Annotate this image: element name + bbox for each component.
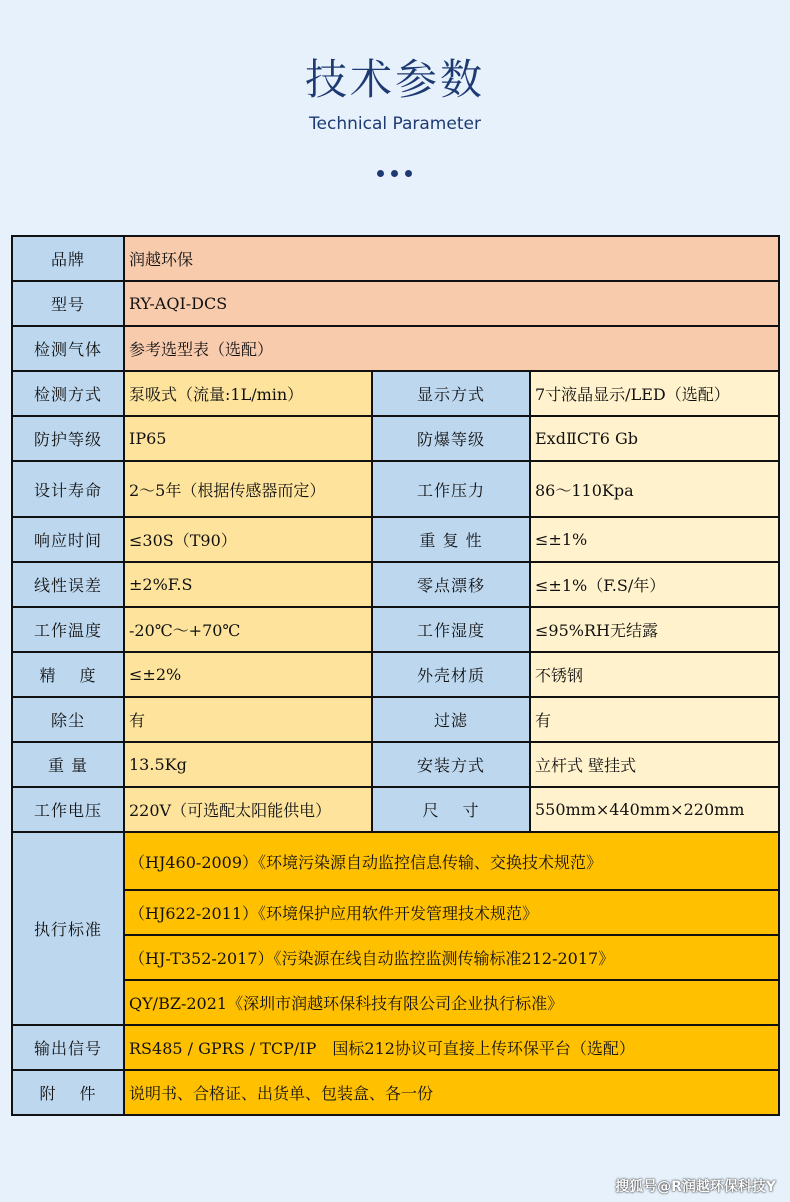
row-value: 参考选型表（选配） — [124, 326, 779, 371]
table-row — [12, 281, 779, 326]
row-value: -20℃～+70℃ — [124, 607, 372, 652]
dot-icon — [405, 170, 412, 177]
dot-icon — [391, 170, 398, 177]
table-row — [12, 461, 779, 517]
row-value: ≤±1%（F.S/年） — [530, 562, 779, 607]
row-label: 工作压力 — [372, 461, 530, 517]
watermark: 搜狐号@R润越环保科技Y — [615, 1179, 776, 1195]
row-value: 2～5年（根据传感器而定） — [124, 461, 372, 517]
row-value: 泵吸式（流量:1L/min） — [124, 371, 372, 416]
row-value: ±2%F.S — [124, 562, 372, 607]
row-label: 外壳材质 — [372, 652, 530, 697]
row-label: 工作湿度 — [372, 607, 530, 652]
row-label: 防爆等级 — [372, 416, 530, 461]
standard-item: （HJ622-2011）《环境保护应用软件开发管理技术规范》 — [124, 890, 779, 935]
table-row — [12, 236, 779, 281]
table-row — [12, 607, 779, 652]
table-row — [12, 1025, 779, 1070]
row-label: 工作温度 — [12, 607, 124, 652]
row-label: 工作电压 — [12, 787, 124, 832]
row-value: 有 — [530, 697, 779, 742]
row-label: 输出信号 — [12, 1025, 124, 1070]
table-row — [12, 890, 779, 935]
row-value: RS485 / GPRS / TCP/IP 国标212协议可直接上传环保平台（选配） — [124, 1025, 779, 1070]
row-label: 过滤 — [372, 697, 530, 742]
row-label: 线性误差 — [12, 562, 124, 607]
table-row — [12, 980, 779, 1025]
row-label: 检测方式 — [12, 371, 124, 416]
row-value: 86～110Kpa — [530, 461, 779, 517]
row-label: 检测气体 — [12, 326, 124, 371]
dots-decoration — [377, 170, 417, 178]
row-value: ≤±1% — [530, 517, 779, 562]
row-value: 润越环保 — [124, 236, 779, 281]
row-value: ≤30S（T90） — [124, 517, 372, 562]
row-label: 响应时间 — [12, 517, 124, 562]
row-label: 品牌 — [12, 236, 124, 281]
standards-label: 执行标准 — [12, 832, 124, 1025]
table-row — [12, 787, 779, 832]
row-value: IP65 — [124, 416, 372, 461]
row-label: 重 量 — [12, 742, 124, 787]
row-value: 7寸液晶显示/LED（选配） — [530, 371, 779, 416]
row-label: 重 复 性 — [372, 517, 530, 562]
table-row — [12, 371, 779, 416]
row-value: 有 — [124, 697, 372, 742]
row-value: 立杆式 壁挂式 — [530, 742, 779, 787]
row-label: 尺 寸 — [372, 787, 530, 832]
row-value: 说明书、合格证、出货单、包装盒、各一份 — [124, 1070, 779, 1115]
table-row — [12, 326, 779, 371]
row-value: 13.5Kg — [124, 742, 372, 787]
row-value: RY-AQI-DCS — [124, 281, 779, 326]
table-row — [12, 832, 779, 890]
spec-table — [11, 235, 780, 1116]
row-label: 除尘 — [12, 697, 124, 742]
row-label: 型号 — [12, 281, 124, 326]
table-row — [12, 1070, 779, 1115]
row-label: 精 度 — [12, 652, 124, 697]
row-label: 安装方式 — [372, 742, 530, 787]
row-value: 不锈钢 — [530, 652, 779, 697]
table-row — [12, 416, 779, 461]
table-row — [12, 562, 779, 607]
table-row — [12, 935, 779, 980]
dot-icon — [377, 170, 384, 177]
table-row — [12, 652, 779, 697]
row-label: 显示方式 — [372, 371, 530, 416]
standard-item: QY/BZ-2021《深圳市润越环保科技有限公司企业执行标准》 — [124, 980, 779, 1025]
page-title: 技术参数 — [304, 55, 485, 104]
row-value: ≤±2% — [124, 652, 372, 697]
row-label: 设计寿命 — [12, 461, 124, 517]
row-label: 零点漂移 — [372, 562, 530, 607]
table-row — [12, 697, 779, 742]
page-subtitle: Technical Parameter — [309, 114, 481, 134]
row-value: ≤95%RH无结露 — [530, 607, 779, 652]
row-label: 防护等级 — [12, 416, 124, 461]
row-value: ExdⅡCT6 Gb — [530, 416, 779, 461]
table-row — [12, 742, 779, 787]
table-row — [12, 517, 779, 562]
row-label: 附 件 — [12, 1070, 124, 1115]
row-value: 550mm×440mm×220mm — [530, 787, 779, 832]
standard-item: （HJ460-2009）《环境污染源自动监控信息传输、交换技术规范》 — [124, 832, 779, 890]
standard-item: （HJ-T352-2017）《污染源在线自动监控监测传输标准212-2017》 — [124, 935, 779, 980]
row-value: 220V（可选配太阳能供电） — [124, 787, 372, 832]
